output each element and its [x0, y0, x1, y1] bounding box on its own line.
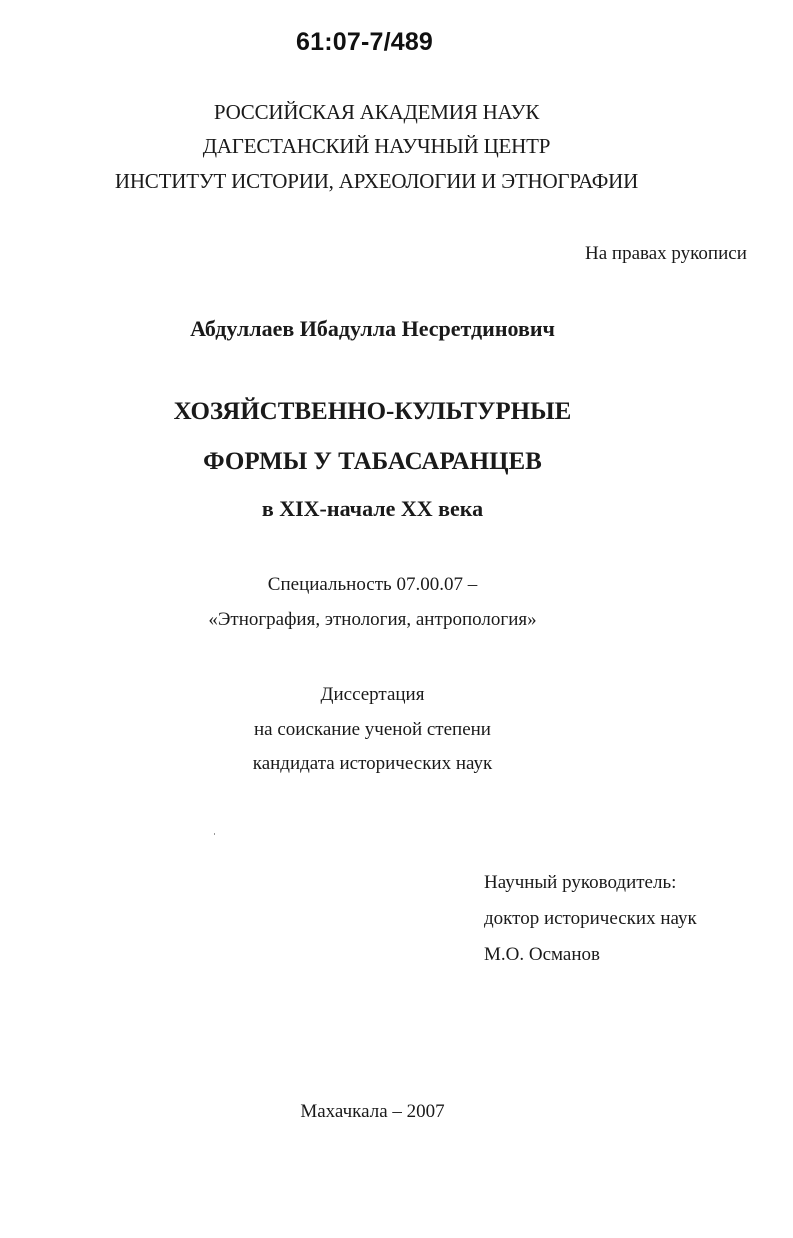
place-and-year: Махачкала – 2007 — [300, 1101, 445, 1122]
author-name: Абдуллаев Ибадулла Несретдинович — [190, 316, 555, 341]
scan-speck — [214, 833, 215, 835]
specialty-code: Специальность 07.00.07 – — [267, 574, 478, 595]
degree-name: кандидата исторических наук — [252, 753, 493, 774]
dissertation-label: Диссертация — [320, 684, 425, 705]
supervisor-degree: доктор исторических наук — [484, 908, 697, 929]
title-line-1: ХОЗЯЙСТВЕННО-КУЛЬТУРНЫЕ — [173, 398, 572, 425]
degree-purpose: на соискание ученой степени — [254, 719, 491, 740]
institution-line-1: РОССИЙСКАЯ АКАДЕМИЯ НАУК — [213, 100, 540, 124]
supervisor-name: М.О. Османов — [484, 944, 600, 965]
institution-line-2: ДАГЕСТАНСКИЙ НАУЧНЫЙ ЦЕНТР — [202, 134, 551, 158]
supervisor-label: Научный руководитель: — [484, 872, 677, 893]
manuscript-rights-note: На правах рукописи — [585, 243, 747, 264]
institution-line-3: ИНСТИТУТ ИСТОРИИ, АРХЕОЛОГИИ И ЭТНОГРАФИИ — [114, 169, 639, 193]
title-line-2: ФОРМЫ У ТАБАСАРАНЦЕВ — [203, 448, 542, 475]
catalog-stamp: 61:07-7/489 — [296, 28, 434, 56]
title-line-3: в XIX-начале XX века — [261, 496, 484, 521]
specialty-name: «Этнография, этнология, антропология» — [208, 609, 537, 630]
